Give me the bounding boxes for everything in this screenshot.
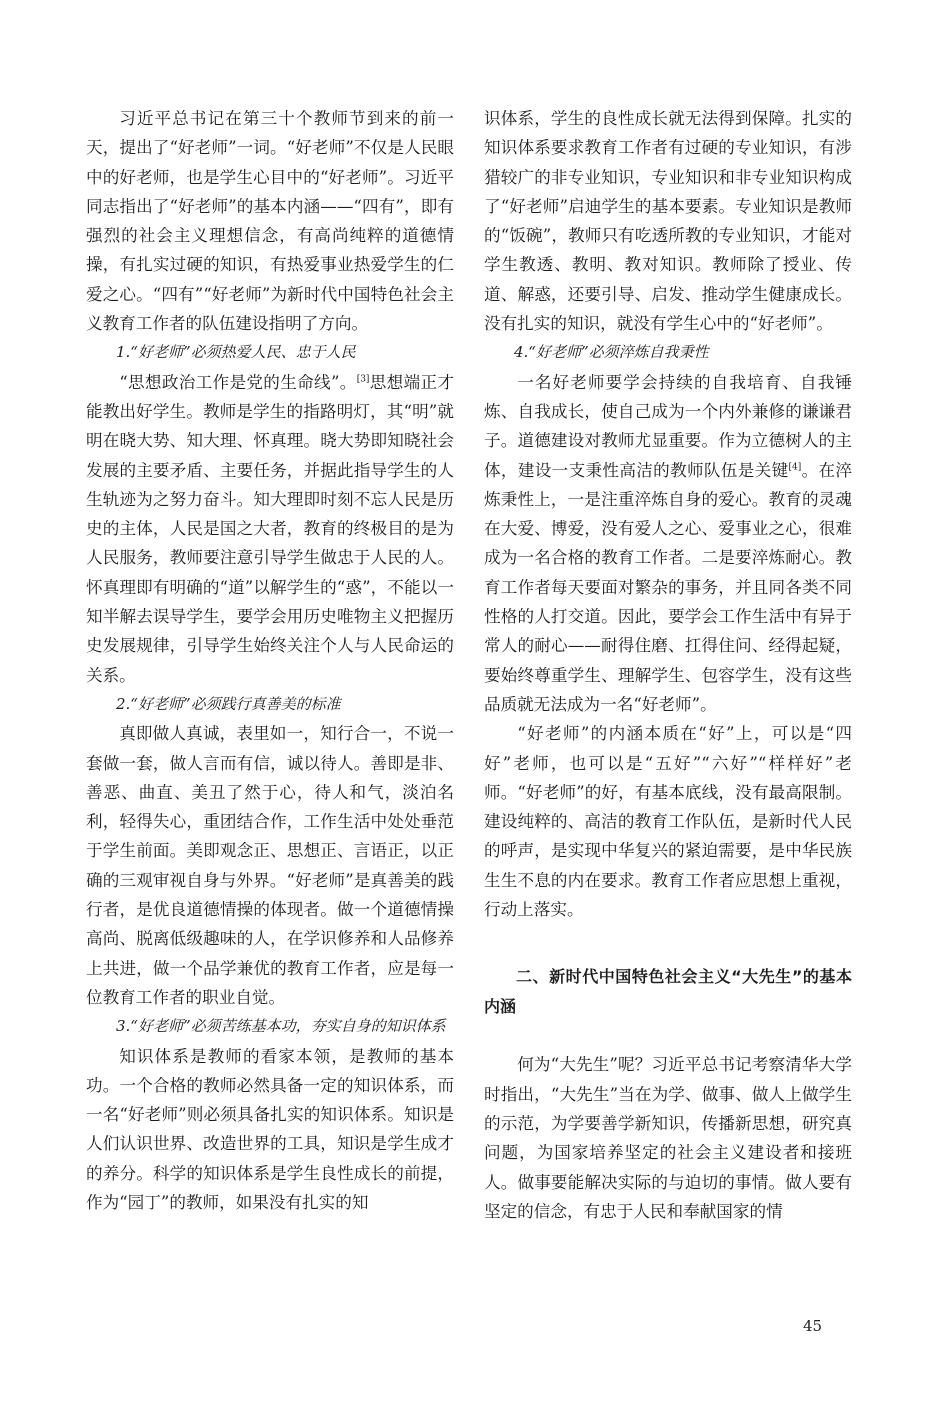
paragraph-6: 何为“大先生”呢？习近平总书记考察清华大学时指出，“大先生”当在为学、做事、做人上做学生的示范，为学要善学新知识，传播新思想，研究真问题，为国家培养坚定的社会主义建设者和接班人。做事要能解决实际的与迫切的事情。做人要有坚定的信念，有忠于人民和奉献国家的情 <box>484 1055 852 1221</box>
intro-paragraph: 习近平总书记在第三十个教师节到来的前一天，提出了“好老师”一词。“好老师”不仅是人民眼中的好老师，也是学生心目中的“好老师”。习近平同志指出了“好老师”的基本内涵——“四有”，即有强烈的社会主义理想信念，有高尚纯粹的道德情操，有扎实过硬的知识，有热爱事业热爱学生的仁爱之心。“四有”“好老师”为新时代中国特色社会主义教育工作者的队伍建设指明了方向。 <box>86 109 454 334</box>
paragraph-1-text-a: “思想政治工作是党的生命线”。 <box>119 372 357 392</box>
paragraph-3: 知识体系是教师的看家本领，是教师的基本功。一个合格的教师必然具备一定的知识体系，而一名“好老师”则必须具备扎实的知识体系。知识是人们认识世界、改造世界的工具，知识是学生成才的养分。科学的知识体系是学生良性成长的前提，作为“园丁”的教师，如果没有扎实的知 <box>86 1046 454 1212</box>
section-heading: 二、新时代中国特色社会主义“大先生”的基本内涵 <box>484 967 852 1017</box>
subheading-3: 3.“好老师”必须苦练基本功，夯实自身的知识体系 <box>116 1017 446 1036</box>
section-spacer <box>484 924 852 962</box>
paragraph-2: 真即做人真诚，表里如一，知行合一，不说一套做一套，做人言而有信，诚以待人。善即是非、善恶、曲直、美丑了然于心，待人和气，淡泊名利，轻得失心，重团结合作，工作生活中处处垂范于学生前面。美即观念正、思想正、言语正，以正确的三观审视自身与外界。“好老师”是真善美的践行者，是优良道德情操的体现者。做一个道德情操高尚、脱离低级趣味的人，在学识修养和人品修养上共进，做一个品学兼优的教育工作者，应是每一位教育工作者的职业自觉。 <box>86 724 454 1007</box>
paragraph-4-text-b: 。在淬炼秉性上，一是注重淬炼自身的爱心。教育的灵魂在大爱、博爱，没有爱人之心、爱事业之心，很难成为一名合格的教育工作者。二是要淬炼耐心。教育工作者每天要面对繁杂的事务，并且同各类不同性格的人打交道。因此，要学会工作生活中有异于常人的耐心——耐得住磨、扛得住问、经得起疑，要始终尊重学生、理解学生、包容学生，没有这些品质就无法成为一名“好老师”。 <box>484 460 852 714</box>
page-number: 45 <box>803 1317 823 1335</box>
subheading-4: 4.“好老师”必须淬炼自我秉性 <box>514 343 709 362</box>
citation-ref-3[interactable]: [3] <box>356 374 370 385</box>
paragraph-3-continued: 识体系，学生的良性成长就无法得到保障。扎实的知识体系要求教育工作者有过硬的专业知识，有涉猎较广的非专业知识，专业知识和非专业知识构成了“好老师”启迪学生的基本要素。专业知识是教师的“饭碗”，教师只有吃透所教的专业知识，才能对学生教透、教明、教对知识。教师除了授业、传道、解惑，还要引导、启发、推动学生健康成长。没有扎实的知识，就没有学生心中的“好老师”。 <box>484 109 852 334</box>
subheading-2: 2.“好老师”必须践行真善美的标准 <box>116 694 341 713</box>
paragraph-1-text-b: 思想端正才能教出好学生。教师是学生的指路明灯，其“明”就明在晓大势、知大理、怀真理。晓大势即知晓社会发展的主要矛盾、主要任务，并据此指导学生的人生轨迹为之努力奋斗。知大理即时刻不忘人民是历史的主体，人民是国之大者，教育的终极目的是为人民服务，教师要注意引导学生做忠于人民的人。怀真理即有明确的“道”以解学生的“惑”，不能以一知半解去误导学生，要学会用历史唯物主义把握历史发展规律，引导学生始终关注个人与人民命运的关系。 <box>86 372 455 685</box>
paragraph-4-text-a: 一名好老师要学会持续的自我培育、自我锤炼、自我成长，使自己成为一个内外兼修的谦谦君子。道德建设对教师尤显重要。作为立德树人的主体，建设一支秉性高洁的教师队伍是关键 <box>484 372 852 480</box>
section-spacer-2 <box>484 1022 852 1050</box>
paragraph-4 <box>484 368 852 720</box>
subheading-1: 1.“好老师”必须热爱人民、忠于人民 <box>116 343 356 362</box>
paragraph-5: “好老师”的内涵本质在“好”上，可以是“四好”老师，也可以是“五好”“六好”“样样好”老师。“好老师”的好，有基本底线，没有最高限制。建设纯粹的、高洁的教育工作队伍，是新时代人民的呼声，是实现中华复兴的紧迫需要，是中华民族生生不息的内在要求。教育工作者应思想上重视，行动上落实。 <box>484 724 852 920</box>
left-column <box>86 104 454 1217</box>
citation-ref-4[interactable]: [4] <box>788 462 802 473</box>
paragraph-1 <box>86 368 454 690</box>
right-column <box>484 104 852 1226</box>
